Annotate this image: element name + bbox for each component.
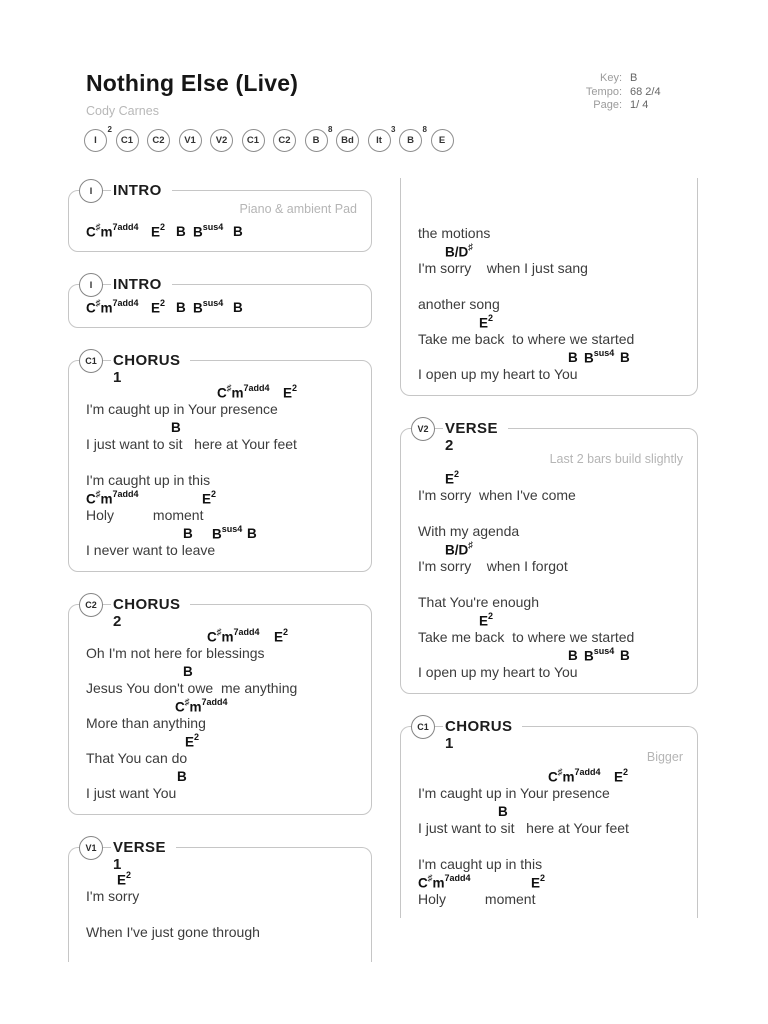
- section-map-pill: [147, 129, 170, 152]
- song-line: [418, 593, 683, 611]
- chord: $B^{sus4}$: [212, 523, 243, 541]
- lyric-line: I'm sorry when I forgot: [418, 558, 568, 574]
- section-title-line: 2: [445, 437, 454, 454]
- chord-row: [86, 697, 357, 714]
- section-c1: [68, 352, 372, 572]
- section-title-line: VERSE: [445, 420, 498, 437]
- section-header: [79, 273, 172, 297]
- section-title-line: CHORUS: [445, 718, 513, 735]
- lyric-line: I'm caught up in Your presence: [86, 401, 278, 417]
- meta-table: [560, 72, 700, 113]
- section-title-line: 2: [113, 613, 122, 630]
- song-line: [86, 489, 357, 524]
- lyric-line: I never want to leave: [86, 542, 216, 558]
- lyric-line: With my agenda: [418, 523, 520, 539]
- section-map: [84, 125, 454, 152]
- chord: $E^2$: [445, 468, 460, 486]
- chord: B: [183, 664, 193, 679]
- section-comment: Piano & ambient Pad: [239, 202, 357, 216]
- chord: $E^2$: [185, 731, 200, 749]
- pill-label: V1: [184, 135, 196, 146]
- song-line: [418, 802, 683, 837]
- pill-superscript: 8: [328, 125, 333, 134]
- song-line: [86, 524, 357, 559]
- pill-label: I: [94, 135, 97, 146]
- chord: B/D♯: [445, 241, 473, 259]
- chord: B: [176, 224, 186, 239]
- chord: B: [171, 420, 181, 435]
- lyric-line: I open up my heart to You: [418, 664, 578, 680]
- lyric-line: That You can do: [86, 750, 188, 766]
- section-title-line: CHORUS: [113, 352, 181, 369]
- section-title-line: CHORUS: [113, 596, 181, 613]
- left-column: [68, 178, 372, 962]
- section-header: [79, 179, 172, 203]
- song-line: [86, 732, 357, 767]
- lyric-line: Holy moment: [418, 891, 536, 907]
- song-line: [418, 873, 683, 908]
- pill-label: C2: [278, 135, 291, 146]
- chord-row: [418, 313, 683, 330]
- chord: B: [233, 300, 243, 315]
- lyric-line: the motions: [418, 225, 491, 241]
- right-column: [400, 178, 698, 918]
- chord: B/D♯: [445, 539, 473, 557]
- chord: $E^2$: [274, 626, 289, 644]
- lyric-line: Oh I'm not here for blessings: [86, 645, 265, 661]
- chord: B: [568, 350, 578, 365]
- song-line: [86, 219, 357, 239]
- section-title-line: 1: [113, 856, 122, 873]
- section-map-pill: [368, 125, 396, 152]
- blank-line: [86, 453, 357, 471]
- song-line: [418, 313, 683, 348]
- lyric-line: I'm caught up in this: [418, 856, 543, 872]
- song-line: [418, 469, 683, 504]
- section-map-pill: [242, 129, 265, 152]
- pill-label: B: [407, 135, 414, 146]
- chord: B: [176, 300, 186, 315]
- lyric-line: Take me back to where we started: [418, 331, 635, 347]
- section-i: [68, 276, 372, 328]
- lyric-line: I just want to sit here at Your feet: [418, 820, 629, 836]
- pill-label: B: [312, 135, 320, 146]
- meta-value: B: [630, 72, 638, 84]
- meta-label: Tempo:: [585, 85, 622, 98]
- section-map-pill: [84, 125, 112, 152]
- pill-label: C1: [120, 135, 134, 146]
- chord: $B^{sus4}$: [193, 221, 224, 239]
- chord: $E^2$: [614, 766, 629, 784]
- chord-row: [86, 732, 357, 749]
- section-title-line: INTRO: [113, 276, 162, 293]
- chord-row: [418, 540, 683, 557]
- section-continued: [400, 178, 698, 396]
- song-line: [418, 540, 683, 575]
- blank-line: [418, 277, 683, 295]
- song-line: [86, 662, 357, 697]
- pill-superscript: 3: [391, 125, 396, 134]
- song-line: [86, 767, 357, 802]
- song-line: [86, 923, 357, 941]
- section-map-pill: [336, 129, 359, 152]
- chord-row: [418, 646, 683, 663]
- section-v2: [400, 420, 698, 694]
- chord-row: [86, 219, 357, 239]
- section-title: [111, 276, 172, 293]
- song-line: [418, 295, 683, 313]
- chord: $B^{sus4}$: [193, 297, 224, 315]
- section-c1: [400, 718, 698, 918]
- song-line: [86, 870, 357, 905]
- chord: $E^2$: [479, 610, 494, 628]
- section-title-line: INTRO: [113, 182, 162, 199]
- chord: $C^♯m^{7add4}$: [86, 221, 139, 239]
- song-line: [86, 418, 357, 453]
- chord-row: [418, 767, 683, 784]
- section-badge: I: [79, 179, 103, 203]
- section-body: [418, 439, 683, 681]
- pill-superscript: 8: [422, 125, 427, 134]
- lyric-line: I'm sorry when I've come: [418, 487, 576, 503]
- chord: $C^♯m^{7add4}$: [86, 297, 139, 315]
- chord-row: [86, 870, 357, 887]
- chord: B: [177, 769, 187, 784]
- song-line: [418, 522, 683, 540]
- chord: $B^{sus4}$: [584, 645, 615, 663]
- chord: $C^♯m^{7add4}$: [418, 872, 471, 890]
- section-badge: I: [79, 273, 103, 297]
- chord: B: [568, 648, 578, 663]
- lyric-line: I'm sorry: [86, 888, 140, 904]
- lyric-line: More than anything: [86, 715, 206, 731]
- blank-line: [418, 575, 683, 593]
- blank-line: [418, 504, 683, 522]
- chord: $E^2$: [479, 312, 494, 330]
- section-comment: Last 2 bars build slightly: [549, 452, 683, 466]
- chord: $E^2$: [283, 382, 298, 400]
- chord-row: [86, 662, 357, 679]
- meta-value: 68 2/4: [630, 85, 661, 98]
- chord-row: [418, 348, 683, 365]
- section-body: [86, 201, 357, 239]
- pill-label: C1: [246, 135, 260, 146]
- song-line: [418, 646, 683, 681]
- pill-label: Bd: [341, 135, 354, 146]
- chord: $E^2$: [151, 221, 166, 239]
- section-map-pill: [305, 125, 333, 152]
- chord: $C^♯m^{7add4}$: [175, 696, 228, 714]
- lyric-line: Take me back to where we started: [418, 629, 635, 645]
- lyric-line: I just want You: [86, 785, 177, 801]
- pill-label: V2: [215, 135, 228, 146]
- song-line: [418, 242, 683, 277]
- pill-label: It: [376, 135, 382, 146]
- chord: B: [620, 648, 630, 663]
- chord: $E^2$: [531, 872, 546, 890]
- song-line: [418, 224, 683, 242]
- chord: B: [498, 804, 508, 819]
- section-body: [418, 737, 683, 908]
- section-i: [68, 182, 372, 252]
- chord-row: [86, 418, 357, 435]
- pill-label: E: [438, 135, 446, 146]
- song-line: [418, 348, 683, 383]
- chord-row: [418, 873, 683, 890]
- chord-row: [86, 295, 357, 315]
- section-v1: [68, 839, 372, 962]
- meta-label: Page:: [593, 99, 622, 111]
- section-title-line: 1: [113, 369, 122, 386]
- lyric-line: I'm caught up in Your presence: [418, 785, 610, 801]
- song-line: [418, 767, 683, 802]
- chord-row: [86, 627, 357, 644]
- section-badge: V1: [79, 836, 103, 860]
- meta-label: Key:: [599, 72, 622, 84]
- section-title-line: 1: [445, 735, 454, 752]
- chord-row: [418, 469, 683, 486]
- chord: $B^{sus4}$: [584, 347, 615, 365]
- section-body: [86, 295, 357, 315]
- section-map-pill: [431, 129, 454, 152]
- chord: B: [233, 224, 243, 239]
- song-line: [418, 611, 683, 646]
- meta-value: 1/ 4: [630, 99, 649, 111]
- song-line: [86, 383, 357, 418]
- artist-name: Cody Carnes: [86, 104, 159, 118]
- section-body: [418, 224, 683, 383]
- section-map-pill: [399, 125, 427, 152]
- section-comment: Bigger: [646, 750, 683, 764]
- header: [86, 70, 298, 118]
- chord-row: [86, 524, 357, 541]
- blank-line: [86, 905, 357, 923]
- chord-row: [418, 242, 683, 259]
- chord: $E^2$: [151, 297, 166, 315]
- section-badge: C1: [79, 349, 103, 373]
- song-line: [418, 855, 683, 873]
- section-badge: C1: [411, 715, 435, 739]
- chord: $C^♯m^{7add4}$: [86, 488, 139, 506]
- pill-label: C2: [152, 135, 165, 146]
- chord: $C^♯m^{7add4}$: [217, 382, 270, 400]
- chord-row: [418, 611, 683, 628]
- section-title-line: VERSE: [113, 839, 166, 856]
- chord: B: [183, 526, 193, 541]
- chord-row: [418, 802, 683, 819]
- chord-row: [86, 767, 357, 784]
- chord: B: [620, 350, 630, 365]
- chord-row: [86, 383, 357, 400]
- section-body: [86, 371, 357, 559]
- pill-superscript: 2: [107, 125, 112, 134]
- chord-row: [86, 489, 357, 506]
- section-c2: [68, 596, 372, 815]
- song-line: [86, 627, 357, 662]
- section-badge: V2: [411, 417, 435, 441]
- lyric-line: Jesus You don't owe me anything: [86, 680, 298, 696]
- lyric-line: When I've just gone through: [86, 924, 260, 940]
- section-body: [86, 615, 357, 802]
- section-map-pill: [273, 129, 296, 152]
- section-badge: C2: [79, 593, 103, 617]
- lyric-line: I'm caught up in this: [86, 472, 211, 488]
- chord: B: [247, 526, 257, 541]
- chord: $E^2$: [202, 488, 217, 506]
- blank-line: [418, 837, 683, 855]
- section-title: [111, 182, 172, 199]
- song-line: [86, 697, 357, 732]
- chord: $C^♯m^{7add4}$: [207, 626, 260, 644]
- section-body: [86, 858, 357, 941]
- lyric-line: That You're enough: [418, 594, 540, 610]
- chord: $C^♯m^{7add4}$: [548, 766, 601, 784]
- song-line: [86, 295, 357, 315]
- chord: $E^2$: [117, 869, 132, 887]
- lyric-line: I'm sorry when I just sang: [418, 260, 588, 276]
- lyric-line: I just want to sit here at Your feet: [86, 436, 297, 452]
- lyric-line: Holy moment: [86, 507, 204, 523]
- song-line: [86, 471, 357, 489]
- section-map-pill: [116, 129, 139, 152]
- lyric-line: another song: [418, 296, 500, 312]
- section-map-pill: [179, 129, 202, 152]
- section-map-pill: [210, 129, 233, 152]
- lyric-line: I open up my heart to You: [418, 366, 578, 382]
- page-title: Nothing Else (Live): [86, 70, 299, 96]
